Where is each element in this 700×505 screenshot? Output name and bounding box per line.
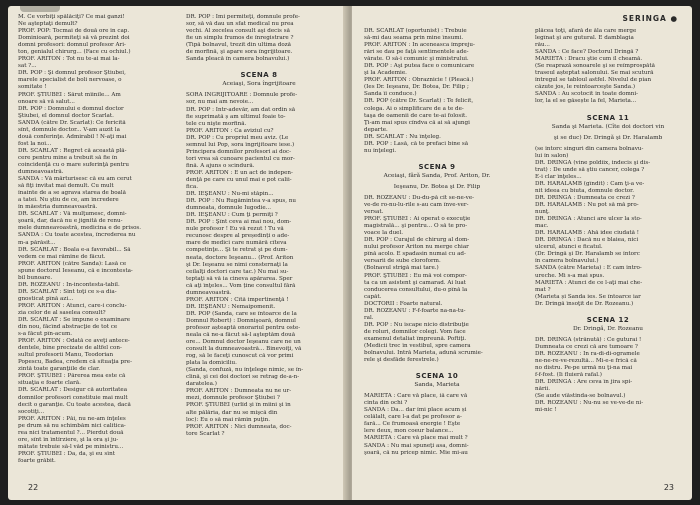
text-line: PROF. ARITON : Ca aviziul cu?	[186, 127, 274, 134]
text-line: MARIETA : Care vă place mai mult ?	[364, 435, 468, 442]
text-line: gnosticat pînă azi...	[18, 295, 74, 302]
text-line: Ţi-am mai spus cîndva că ai să ajungi	[364, 119, 470, 126]
text-line: DR. ROZEANU : În ra-di-di-ogramele	[535, 350, 640, 357]
spacer	[364, 155, 510, 158]
text-line: (Sanda, confuză, nu înţelege nimic, se în-	[186, 367, 304, 374]
text-line: nu înţelegi.	[364, 147, 397, 154]
text-line: cînta din ochi ?	[364, 400, 408, 407]
scene-cast: Ieşeanu, Dr. Botea şi Dr. Filip	[393, 183, 481, 190]
text-line: DR. POP : Intr-adevăr, am dat ordin să	[186, 106, 296, 113]
text-line: ta ca un asistent şi camarad. Ai luat	[364, 279, 466, 286]
text-line: vechi. Al zecelea consult aşi decis să	[186, 28, 290, 35]
text-line: nului profesor Ariton nu merge chiar	[364, 244, 469, 251]
text-line: dumneavoastră.	[186, 289, 232, 296]
spacer	[535, 308, 681, 311]
text-line: DR. DRINGĂ : Atunci are ulcer la sto-	[535, 216, 642, 223]
text-line: (Marieta și Sanda ies. Se întoarce iar	[535, 293, 641, 300]
text-line: (Ies Dr. Ieşeanu, Dr. Botea, Dr. Filip ;	[364, 84, 469, 91]
text-line: ne-ne-re-ve-rezultă... Mi-e-e frică că	[535, 357, 637, 364]
page-stain	[20, 6, 60, 12]
scene-heading: SCENA 12	[586, 315, 630, 324]
text-line: (Se aude vîăstînda-se bolnavul.)	[535, 393, 626, 400]
text-line: domnilor profesori constituie mai mult	[18, 394, 128, 401]
text-line: teptaţi să vă ia cineva apărarea. Sper	[186, 275, 293, 282]
text-line: SANDA : Au scotocit în toate domni-	[535, 91, 639, 98]
text-line: şi la Academie.	[364, 70, 407, 77]
text-line: dumneata, domnule Iugodie...	[186, 205, 271, 212]
text-line: SANDA (către Marieta) : E cam întro-	[535, 265, 642, 272]
text-line: DR. POP : Şînt ceva ai mai nou, dom-	[186, 219, 292, 226]
text-line: mac.	[535, 223, 549, 230]
left-column-a	[18, 14, 164, 465]
text-line: spune doctorul Ieseanu, că e incontesta-	[18, 267, 133, 274]
text-line: pînă acolo. E spadasin numai cu ad-	[364, 251, 466, 258]
text-line: PROF. ARITON (către Sanda): Lasă ce	[18, 260, 127, 267]
scene-cast: Sanda, Marieta	[414, 382, 460, 389]
scene-cast: Aceiaşi, Sora îngrijitoare	[222, 81, 296, 88]
text-line: nunţ.	[535, 209, 550, 216]
text-line: Sanda îi conduce.)	[364, 91, 417, 98]
text-line: DR. HARALAMB (gîndit) : Cam ţi-a ve-	[535, 180, 645, 187]
text-line: fină. A ajuns o scindură.	[186, 162, 255, 169]
text-line: ton, genialul chirurg... (Face cu ochiul.)	[18, 49, 131, 56]
text-line: domni profesori: domnul profesor Ari-	[18, 42, 126, 49]
text-line: daratelea.)	[186, 381, 217, 388]
text-line: f-f-fost. (Îi fluieră rafal.)	[535, 372, 602, 379]
text-line: fica.	[186, 184, 198, 191]
left-page-number: 22	[28, 483, 39, 492]
text-line: rele şi desfăde ferestrele.)	[364, 357, 439, 364]
text-line: întregul se tabloul astfel. Nivelul de pian	[535, 77, 652, 84]
text-line: nării.	[535, 386, 550, 393]
text-line: PROF. ŞTIUBEI : Ai operat o execuţie	[364, 216, 471, 223]
text-line: marele specialist de boli nervoase, o	[18, 77, 122, 84]
text-line: bil bunoare.	[18, 274, 53, 281]
text-line: MARIETA : Care vă place, iă care vă	[364, 393, 468, 400]
left-column-b	[186, 14, 332, 438]
text-line: dentele, bine precizate de altfel con-	[18, 345, 122, 352]
text-line: mezi, domnule profesor Ştiubei ?	[186, 395, 280, 402]
text-line: onoare să vă salut...	[18, 98, 75, 105]
text-line: a tatei. Nu ştiu de ce, am încredere	[18, 197, 119, 204]
text-line: DR. POP : Aşi putea face o comunicare	[364, 63, 475, 70]
text-line: loc): Eu o să mai rămîn puţin.	[186, 416, 271, 423]
text-line: lere deux, mon coeur balance...	[364, 428, 454, 435]
text-line: DR. ROZEANU : In-incontesta-tabil.	[18, 281, 120, 288]
text-line: bolnavului. Intră Marieta, adună scrumie-	[364, 350, 483, 357]
text-line: PROF. POP: Tocmai de două ore în cap.	[18, 28, 130, 35]
scene-cast: şi se duc) Dr. Dringă şi Dr. Haralamb	[553, 134, 663, 141]
text-line: DR. SCARLAT : Vă mulţumesc, domni-	[18, 211, 127, 218]
text-line: sat ?...	[18, 63, 37, 70]
scene-cast: Sanda şi Marieta. (Cîte doi doctori vin	[551, 123, 665, 130]
text-line: SANDA : Ce face? Doctorul Dringă ?	[535, 49, 639, 56]
text-line: căzute jos, le reintoarceşte Sanda.)	[535, 84, 636, 91]
text-line: sultul profesorii Manu, Teodorian	[18, 352, 114, 359]
text-line: zintă toate garanţiile de clar.	[18, 366, 100, 373]
text-line: neata, doctore Ieşeanu... (Prof. Ariton	[186, 254, 294, 261]
text-line: (Tipă bolnavul, trezit din ultima doză	[186, 42, 292, 49]
text-line: DR. SCARLAT : Sînt toţi ce s-a dia-	[18, 288, 117, 295]
text-line: fie un simplu frumos de înregistrare ?	[186, 35, 294, 42]
text-line: ore, sînt în întîrziere, şi la ora şi ju-	[18, 436, 119, 443]
text-line: PROF. ARITON : În aceneasca împreju-	[364, 42, 475, 49]
text-line: PROF. ARITON : Atunci, care-i conclu-	[18, 302, 127, 309]
text-line: mi-nic !	[535, 407, 557, 414]
text-line: vedem ce mai rămîne de făcut.	[18, 253, 106, 260]
text-line: DR. SCARLAT : Regret că această plă-	[18, 147, 127, 154]
text-line: de morfină, şi apare sora îngrijitoare.	[186, 49, 293, 56]
text-line: ve-de ro-nu-lu-rile s-au cam înve-ver-	[364, 202, 469, 209]
text-line: DR. ROZEANU : F-f-foarte na-na-tu-	[364, 307, 466, 314]
text-line: conducerea consultului, du-o pînă la	[364, 286, 468, 293]
spacer	[535, 106, 681, 109]
text-line: magistrală... şi pentru... O să te pro-	[364, 223, 468, 230]
text-line: Ne aşteptaţi demult?	[18, 21, 78, 28]
text-line: departe.	[364, 126, 388, 133]
text-line: DR. HARALAMB : Nu pot să mă pro-	[535, 202, 639, 209]
text-line: semnul lui Pop, sora îngrijitoare iese.)	[186, 141, 295, 148]
text-line: PROF. ŞTIUBEI : Sărut mîinile... Am	[18, 91, 121, 98]
text-line: DR. IEŞEANU : Nemaipomenit.	[186, 303, 276, 310]
text-line: PROF. ARITON : Obraznicie ! (Pleacă.)	[364, 77, 474, 84]
text-line: DR. DRINGĂ (vine poldiix, indecis şi dis-	[535, 159, 651, 166]
text-line: DR. IEŞEANU : Cum ţi permiţi ?	[186, 212, 278, 219]
text-line: şi Dr. Ieşeanu se nimi consternaţi la	[186, 261, 288, 268]
text-line: în măestria dumneavoastră.	[18, 204, 98, 211]
text-line: rări se dau pe faţă sentimentele ade-	[364, 49, 469, 56]
text-line: mătate trebuie să-l văd pe ministru...	[18, 443, 124, 450]
text-line: examenul detaliat împreună. Poftiţi.	[364, 335, 467, 342]
text-line: DR. POP : Îmi permiteţi, domnule profe-	[186, 14, 300, 20]
text-line: tori vrea să cunoare pacientul cu mor-	[186, 155, 295, 162]
text-line: DR. POP (Sanda, care se întoarce de la	[186, 310, 297, 317]
text-line: PROF. ARITON : Tot nu te-ai mai la-	[18, 56, 120, 63]
text-line: plata la domiciliu.	[186, 360, 237, 367]
text-line: SANDA : Vă mărturisesc că eu am cerut	[18, 176, 132, 183]
text-line: cere pentru mine a trebuit să fie în	[18, 154, 118, 161]
text-line: ulcerul, atunci e ficatul.	[535, 244, 603, 251]
text-line: din nou, făcînd abstracţie de tot ce	[18, 324, 118, 331]
text-line: în camera bolnavului.)	[535, 258, 599, 265]
text-line: DR. SCARLAT (oportunist) : Trebuie	[364, 28, 467, 34]
text-line: Principera domnilor profesori ai doc-	[186, 148, 292, 155]
scene-heading: SCENA 9	[418, 162, 456, 171]
text-line: SANDA : Cu toate acestea, încrederea nu	[18, 232, 136, 239]
text-line: clină, şi cei doi doctori se retrag de-a-n-	[186, 374, 300, 381]
text-line: dumneavoastră.	[18, 169, 64, 176]
text-line: DR. SCARLAT : Se impune o examinare	[18, 317, 131, 324]
text-line: DR. POP : Nu Rugămintea v-a spus, nu	[186, 198, 297, 205]
text-line: foarte grăbit.	[18, 457, 56, 464]
text-line: taşa de oamenii de care te-ai folosit.	[364, 112, 468, 119]
text-line: mele dumneavoastră, medicina e de prisos.	[18, 225, 142, 232]
running-header: SERINGA ●	[622, 14, 678, 23]
text-line: consult la dumneavoastră... Binevoiţi, vă	[186, 346, 302, 353]
text-line: competinţe... Şi te retrat şi pe dum-	[186, 247, 288, 254]
text-line: ral.	[364, 314, 374, 321]
text-line: PROF. ARITON : Dumneata nu ne ur-	[186, 388, 292, 395]
text-line: PROF. ARITON : Cîtă impertinenţă !	[186, 296, 289, 303]
text-line: rău...	[535, 42, 550, 49]
text-line: DR. DRINGĂ : Dumneata ce crezi ?	[535, 194, 635, 201]
text-line: denţă pe care cu unul mai e pot calii-	[186, 176, 292, 183]
text-line: de roluri, domnilor colegi. Vom face	[364, 328, 466, 335]
right-column-a	[364, 28, 510, 457]
text-line: Dominioară, permiteţi să vă prezint doi	[18, 35, 130, 42]
text-line: capăt.	[364, 293, 382, 300]
text-line: mat ?	[535, 286, 551, 293]
text-line: Domnul Robert) : Domnişoară, domnul	[186, 317, 296, 324]
text-line: DR. SCARLAT : Nu înţeleg.	[364, 133, 441, 140]
text-line: vărate. O să-i comunic şi ministrului.	[364, 56, 469, 63]
text-line: PROF. ARITON : Nici dumneata, doc-	[186, 423, 292, 430]
text-line: SANDA (către Dr. Scarlat): Ce fericită	[18, 119, 126, 126]
text-line: socotiţi...	[18, 408, 45, 415]
text-line: versat.	[364, 209, 384, 216]
text-line: înainte de a se agrava starea de boală	[18, 190, 127, 197]
right-column-b	[535, 28, 681, 414]
text-line: recunosc despre al președinți o ade-	[186, 233, 290, 240]
text-line: SORA ÎNGRIJITOARE : Domnule profe-	[186, 92, 298, 99]
text-line: (Se reaprază sonoarele şi se reîmprospătă	[535, 63, 655, 70]
text-line: pe drum să nu schimbăm nici calitica-	[18, 422, 126, 429]
text-line: trat) : De unde să ştiu cancer, colega ?	[535, 166, 645, 173]
text-line: situaţia e foarte clară.	[18, 380, 81, 387]
text-line: traseul așteptat salonului. Se mai scutură	[535, 70, 654, 77]
text-line: PROF. ŞTIUBEI (urlîd şi în mîini şi în	[186, 402, 291, 409]
text-line: lui în salon)	[535, 152, 569, 159]
text-line: şoară, că nu pricep nimic. Mie mi-au	[364, 449, 468, 456]
text-line: DR. POP : Cu propriul meu aviz. (Le	[186, 134, 289, 141]
text-line: Ştiubei, el domnul doctor Scarlat.	[18, 112, 114, 119]
text-line: decît o garanţie. Cu toate acestea, dacă	[18, 401, 131, 408]
text-line: Popescu, Badea, credem că situaţia pre-	[18, 359, 132, 366]
text-line: MARIETA : Atunci de ce l-aţi mai che-	[535, 279, 643, 286]
scene-heading: SCENA 10	[415, 372, 459, 381]
scene-cast: Dr. Dringă, Dr. Rozeanu	[572, 325, 644, 332]
text-line: (Medicii trec în vestibul, spre camera	[364, 342, 471, 349]
text-line: s-a făcut pîn-acum.	[18, 331, 73, 338]
text-line: PROF. ŞTIUBEI : Eu mă voi compor-	[364, 272, 467, 279]
text-line: ureche. Mi s-a mai spus.	[535, 272, 605, 279]
text-line: voace la duel.	[364, 230, 404, 237]
text-line: să-mi dau seama prin mine însumi.	[364, 35, 464, 42]
text-line: DR. DRINGĂ : Are ceva în jira spi-	[535, 379, 633, 386]
text-line: nit ideea cu biuta, domnule doctor.	[535, 187, 635, 194]
text-line: DR. IEŞEANU : Nu-mi stăpin...	[186, 191, 274, 198]
text-line: (Bolnavul strigă mai tare.)	[364, 265, 439, 272]
text-line: alte pălăria, dar nu se mişcă din	[186, 409, 278, 416]
text-line: DR. POP : Domnului e domnul doctor	[18, 105, 124, 112]
text-line: no distru. Pe-pe urmă nu ţi-na mai	[535, 365, 633, 372]
text-line: rea nici tratamentul ?... Pierdut două	[18, 429, 124, 436]
text-line: m-a părăsit...	[18, 239, 56, 246]
text-line: (se întorc singuri din camera bolnavu-	[535, 145, 644, 152]
text-line: rog, să le faceţi cunoscut că vor primi	[186, 353, 294, 360]
text-line: DR. DRINGĂ (strănută) : Ce guturai !	[535, 336, 642, 343]
text-line: SANDA : Da... dar îmi place acum și	[364, 407, 467, 414]
text-line: PROF. ARITON : Păi, nu ne-am înţeles	[18, 415, 126, 422]
text-line: fie suprimată ș am ultimul foaie to-	[186, 113, 286, 120]
text-line: DR. DRINGĂ : Dacă nu e blaiea, nici	[535, 237, 639, 244]
text-line: versarii de sube cloroform.	[364, 258, 441, 265]
text-line: Dr. Dringă însoţit de Dr. Rozeanu.)	[535, 300, 634, 307]
spacer	[186, 63, 332, 66]
text-line: PROF. ARITON : E un act de indepen-	[186, 169, 293, 176]
text-line: neala că ne-a făcut să-l aşteptăm două	[186, 332, 296, 339]
text-line: Sanda pleacă în camera bolnavului.)	[186, 56, 290, 63]
text-line: colega. Ai o simplificare de a te de-	[364, 105, 464, 112]
text-line: PROF. ŞTIUBEI : Părerea mea este că	[18, 373, 126, 380]
right-page	[352, 6, 692, 500]
text-line: sînt, domnule doctor... V-am auzit la	[18, 126, 120, 133]
text-line: DR. POP : Şi domnul profesor Ştiubei,	[18, 70, 126, 77]
text-line: profesor așteaptă onorariul pentru oste-	[186, 324, 301, 331]
text-line: ore... Domnul doctor Ieşeanu care ne un	[186, 339, 301, 346]
left-page	[8, 6, 348, 500]
text-line: plăcea toţi, afară de ăla care merge	[535, 28, 637, 34]
text-line: sor, nu mai am nevoie...	[186, 99, 254, 106]
text-line: nule profesor ! Eu vă rezut ! Tu vă	[186, 226, 284, 233]
text-line: PROF. ŞTIUBEI : Da, da, şi eu sînt	[18, 450, 115, 457]
text-line: M. Ce vorbiţi spălăciţi? Ce mai ganzi!	[18, 14, 125, 20]
text-line: ceilalţi doctori care tac.) Nu mai su-	[186, 268, 289, 275]
text-line: DR. POP : Lasă, că te prefaci bine să	[364, 140, 469, 147]
text-line: legînat şi are gutural. E damblagia	[535, 35, 634, 42]
spacer	[364, 364, 510, 367]
text-line: sor, să vă dau un sfat medical nu prea	[186, 21, 294, 28]
text-line: fară... Ce frumoasă energie ! Eşte	[364, 421, 461, 428]
text-line: şoară, dar, dacă nu e jignită de renu-	[18, 218, 123, 225]
text-line: două conferinţe. Admirabil ! N-aţi mai	[18, 133, 127, 140]
text-line: DOCTORII : Foarte natural.	[364, 300, 443, 307]
text-line: DR. POP : Curajul de chirurg al dom-	[364, 237, 470, 244]
text-line: E-i clar înţeles...	[535, 173, 582, 180]
text-line: Dumneata ce crezi că are tumoare ?	[535, 343, 638, 350]
scene-heading: SCENA 11	[586, 113, 630, 122]
text-line: celălalt, care l-a dat pe profesor a-	[364, 414, 462, 421]
text-line: fost la noi...	[18, 140, 52, 147]
text-line: tele cu nişte morfină.	[186, 120, 247, 127]
scene-cast: Aceiaşi, fără Sanda, Prof. Ariton, Dr.	[383, 172, 491, 179]
text-line: DR. POP : Nu iscape nicio distribuţie	[364, 321, 469, 328]
text-line: DR. ROZEANU : Nu-nu se ve-ve-de ni-	[535, 400, 644, 407]
text-line: tore Scarlat ?	[186, 430, 225, 437]
text-line: că aţi înţeles... Vom ține consultul fără	[186, 282, 296, 289]
text-line: somitate !	[18, 84, 47, 91]
right-page-number: 23	[663, 483, 674, 492]
text-line: lor, la el se găsește la fel, Marieta...	[535, 98, 637, 105]
text-line: SANDA : Nu mai spuneţi asa, domni-	[364, 442, 469, 449]
scene-heading: SCENA 8	[240, 71, 278, 80]
text-line: mare de medici care numără cîteva	[186, 240, 287, 247]
text-line: să fiţi invitat mai demult. Cu mult	[18, 183, 114, 190]
text-line: (Dr. Dringă şi Dr. Haralamb se întorc	[535, 251, 640, 258]
text-line: DR. SCARLAT : Boala e-a favorabil... Să	[18, 246, 131, 253]
text-line: DR. ROZEANU : Du-du-pă cît se-ne-ve-	[364, 194, 475, 201]
text-line: DR. HARALAMB : Ăhă idee ciudată !	[535, 230, 640, 237]
text-line: PROF. ARITON : Odată ce aveţi antece-	[18, 338, 130, 345]
text-line: DR. POP (către Dr. Scarlat) : Te felicit,	[364, 98, 474, 105]
text-line: zia celor de al saselea consult?	[18, 309, 106, 316]
text-line: coincidenţă cu o mare suferinţă pentru	[18, 161, 130, 168]
text-line: MARIETA : Dracu ştie cum îl cheamă.	[535, 56, 643, 63]
text-line: DR. SCARLAT : Desigur că autoritatea	[18, 387, 128, 394]
